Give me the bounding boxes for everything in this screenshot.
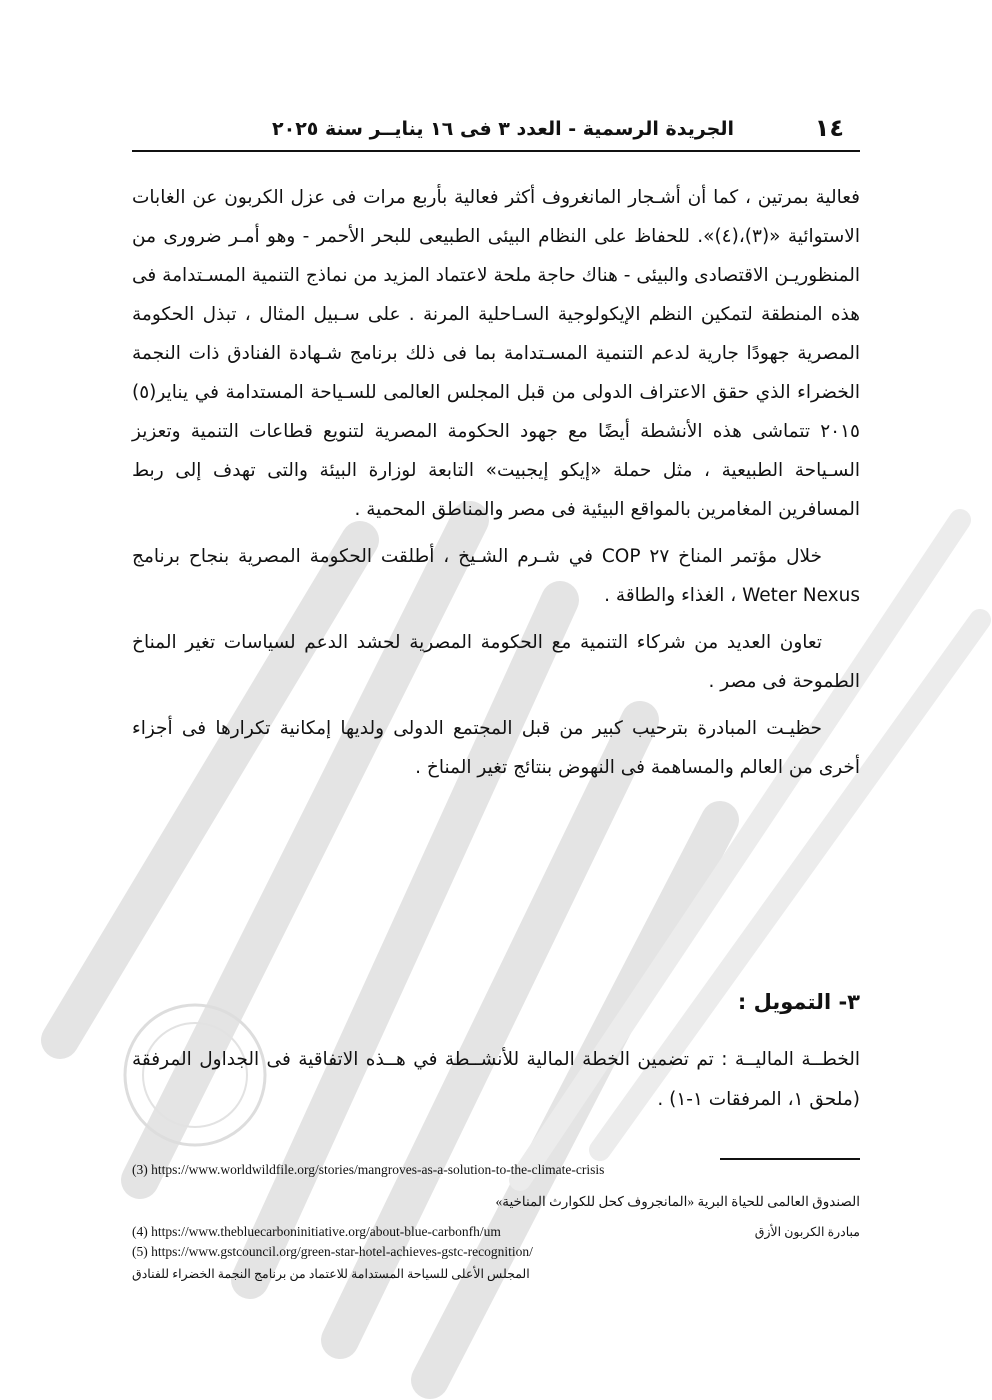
paragraph-2: خلال مؤتمر المناخ ٢٧ COP في شـرم الشـيخ ، أطلقت الحكومة المصرية بنجاح برنامج Weter Nexus ، الغذاء والطاقة . (132, 546, 860, 606)
footnote-4-url: (4) https://www.thebluecarboninitiative.org/about-blue-carbonfh/um (132, 1224, 501, 1239)
footnote-3-text: الصندوق العالمى للحياة البرية «المانجروف كحل للكوارث المناخية» (495, 1194, 860, 1209)
gazette-title: الجريدة الرسمية - العدد ٣ فى ١٦ ينايــر سنة ٢٠٢٥ (272, 118, 734, 140)
page-number: ١٤ (814, 114, 844, 142)
body-text (132, 178, 860, 787)
footnote-3-url: (3) https://www.worldwildfile.org/stories/mangroves-as-a-solution-to-the-climate-crisis (132, 1162, 605, 1177)
footnote-divider (720, 1158, 860, 1160)
finance-paragraph (132, 1040, 860, 1120)
section-title: ٣- التمويل : (737, 990, 860, 1014)
footnote-4-text: مبادرة الكربون الأزق (754, 1225, 860, 1239)
paragraph-4: حظيـت المبادرة بترحيب كبير من قبل المجتمع الدولى ولديها إمكانية تكرارها فى أجزاء أخرى من العالم والمساهمة فى النهوض بنتائج تغير المناخ . (132, 718, 860, 778)
page-header (132, 112, 860, 152)
paragraph-1: فعالية بمرتين ، كما أن أشـجار المانغروف أكثر فعالية بأربع مرات فى عزل الكربون عن الغابات الاستوائية «(٣)،(٤)». للحفاظ على النظام البيئى الطبيعى للبحر الأحمر - وهو أمـر ضرورى من المنظوريـن الاقتصادى والبيئى - هناك حاجة ملحة لاعتماد المزيد من نماذج التنمية المسـتدامة فى هذه المنطقة لتمكين النظم الإيكولوجية السـاحلية المرنة . على سـبيل المثال ، تبذل الحكومة المصرية جهودًا جارية لدعم التنمية المسـتدامة بما فى ذلك برنامج شـهادة الفنادق ذات النجمة الخضراء الذي حقق الاعتراف الدولى من قبل المجلس العالمى للسـياحة المستدامة في يناير(٥) ٢٠١٥ تتماشى هذه الأنشطة أيضًا مع جهود الحكومة المصرية لتنويع قطاعات التنمية وتعزيز السـياحة الطبيعية ، مثل حملة «إيكو إيجبيت» التابعة لوزارة البيئة والتى تهدف إلى ربط المسافرين المغامرين بالمواقع البيئية فى مصر والمناطق المحمية . (132, 187, 860, 520)
footnote-5-url: (5) https://www.gstcouncil.org/green-star-hotel-achieves-gstc-recognition/ (132, 1244, 533, 1259)
paragraph-3: تعاون العديد من شركاء التنمية مع الحكومة المصرية لحشد الدعم لسياسات تغير المناخ الطموحة فى مصر . (132, 632, 860, 692)
finance-text: الخطــة الماليــة : تم تضمين الخطة المالية للأنشــطة في هــذه الاتفاقية فى الجداول المرفقة (ملحق ١، المرفقات ١-١) . (132, 1049, 860, 1110)
footnote-5-text: المجلس الأعلى للسياحة المستدامة للاعتماد من برنامج النجمة الخضراء للفنادق (132, 1267, 530, 1281)
